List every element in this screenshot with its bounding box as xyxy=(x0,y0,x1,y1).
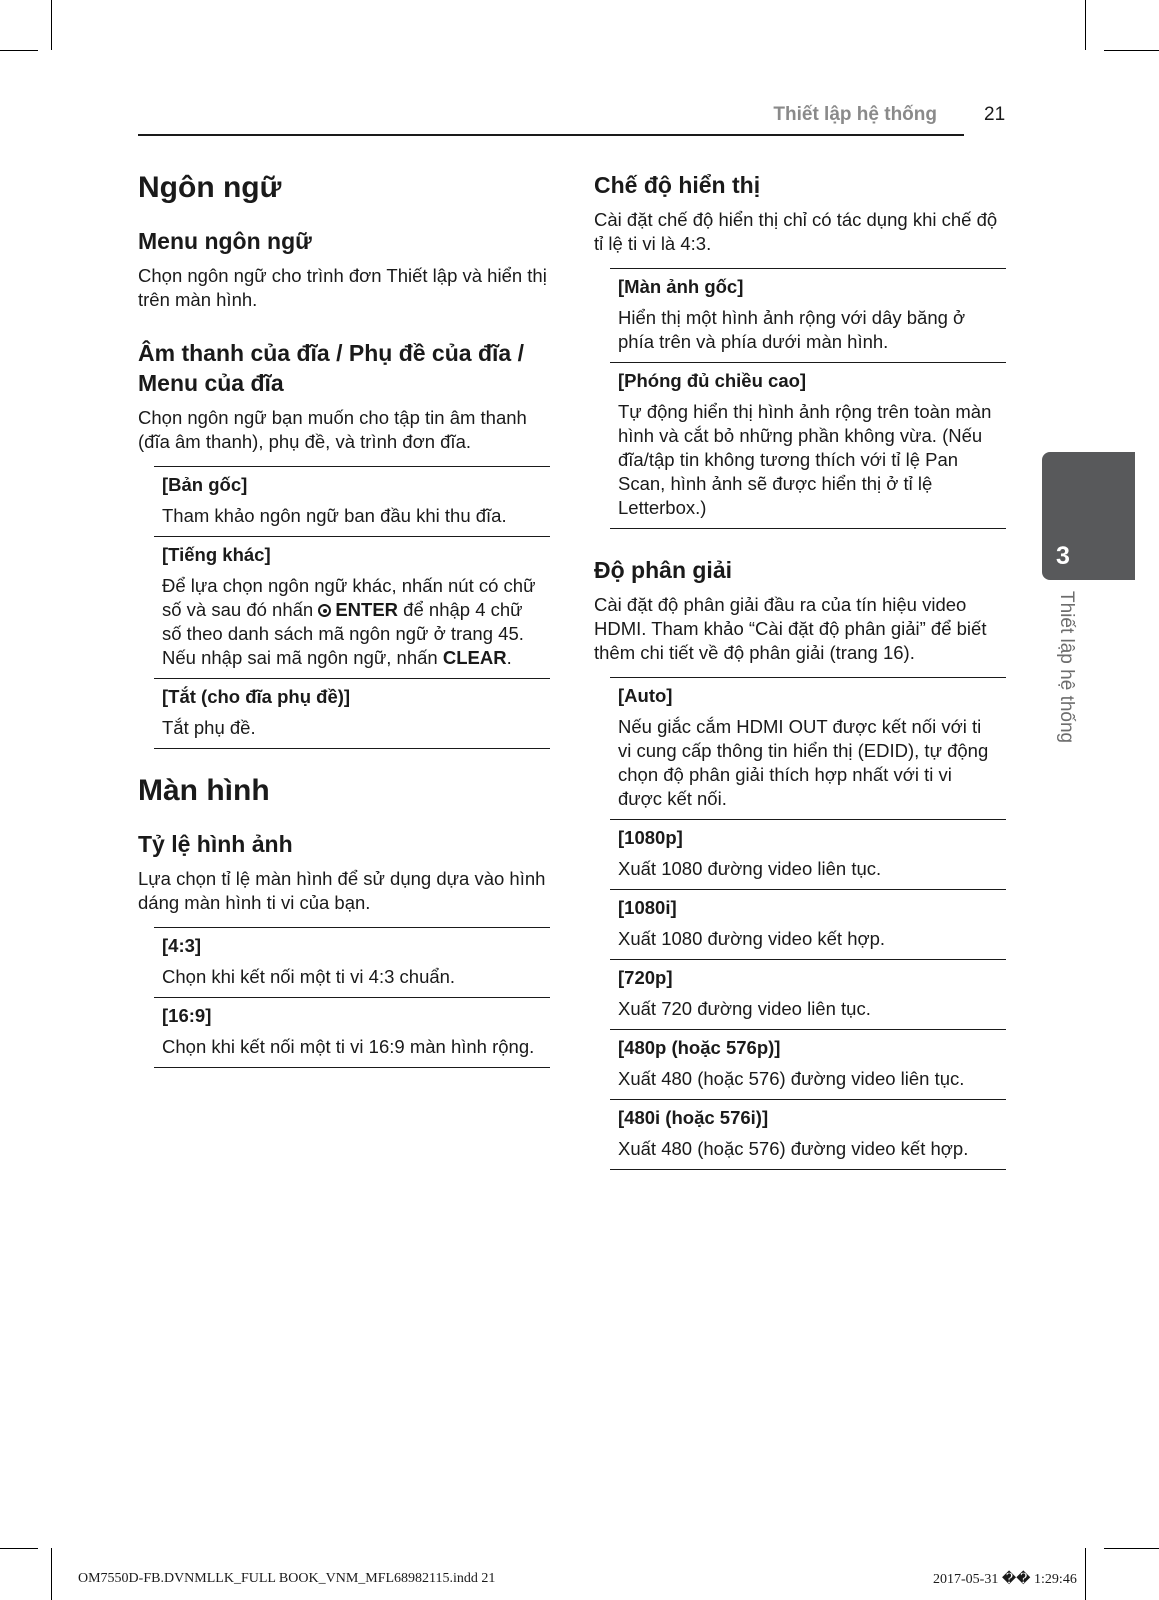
right-column xyxy=(594,170,1006,1170)
section-title-screen: Màn hình xyxy=(138,774,270,807)
resolution-title: Độ phân giải xyxy=(594,557,732,583)
print-slug-timestamp: 2017-05-31 �� 1:29:46 xyxy=(933,1572,1077,1587)
option-label: [480p (hoặc 576p)] xyxy=(618,1037,781,1058)
option-row xyxy=(610,678,1006,820)
option-label: [Bản gốc] xyxy=(162,474,248,495)
option-desc: Xuất 1080 đường video liên tục. xyxy=(618,858,882,879)
disc-language-options xyxy=(154,466,550,749)
option-label: [1080p] xyxy=(618,827,683,848)
option-row xyxy=(610,269,1006,363)
option-label: [Auto] xyxy=(618,685,673,706)
crop-mark xyxy=(0,50,38,51)
print-slug-file: OM7550D-FB.DVNMLLK_FULL BOOK_VNM_MFL68982115.indd 21 xyxy=(78,1571,496,1586)
running-header-title: Thiết lập hệ thống xyxy=(773,104,937,125)
display-mode-options xyxy=(610,268,1006,529)
clear-key-label: CLEAR xyxy=(442,647,507,668)
option-row xyxy=(610,960,1006,1030)
menu-language-desc: Chọn ngôn ngữ cho trình đơn Thiết lập và hiển thị trên màn hình. xyxy=(138,265,547,310)
option-desc-part: Để lựa chọn ngôn ngữ khác, nhấn nút có chữ số và sau đó nhấn xyxy=(162,575,536,620)
crop-mark xyxy=(0,1548,38,1549)
display-mode-title: Chế độ hiển thị xyxy=(594,172,761,198)
crop-mark xyxy=(1085,1548,1086,1600)
aspect-ratio-desc: Lựa chọn tỉ lệ màn hình để sử dụng dựa vào hình dáng màn hình ti vi của bạn. xyxy=(138,868,546,913)
option-row xyxy=(154,537,550,679)
option-label: [480i (hoặc 576i)] xyxy=(618,1107,769,1128)
aspect-ratio-title: Tỷ lệ hình ảnh xyxy=(138,831,293,857)
option-label: [4:3] xyxy=(162,935,202,956)
option-label: [Phóng đủ chiều cao] xyxy=(618,370,807,391)
option-row xyxy=(610,1030,1006,1100)
option-row xyxy=(154,467,550,537)
option-label: [Tắt (cho đĩa phụ đề)] xyxy=(162,686,351,707)
aspect-ratio-options xyxy=(154,927,550,1068)
crop-mark xyxy=(1104,50,1159,51)
option-desc: Chọn khi kết nối một ti vi 16:9 màn hình rộng. xyxy=(162,1036,535,1057)
option-desc: Xuất 720 đường video liên tục. xyxy=(618,998,871,1019)
option-label: [16:9] xyxy=(162,1005,212,1026)
crop-mark xyxy=(1085,0,1086,50)
option-desc-part: . xyxy=(506,647,512,668)
crop-mark xyxy=(51,1548,52,1600)
disc-language-desc: Chọn ngôn ngữ bạn muốn cho tập tin âm thanh (đĩa âm thanh), phụ đề, và trình đơn đĩa. xyxy=(138,407,527,452)
option-desc: Tự động hiển thị hình ảnh rộng trên toàn màn hình và cắt bỏ những phần không vừa. (Nếu đĩa/tập tin không tương thích với tỉ lệ Pan Scan, hình ảnh sẽ được hiển thị ở tỉ lệ Letterbox.) xyxy=(618,401,992,518)
left-column xyxy=(138,170,550,1068)
enter-icon xyxy=(318,604,331,617)
enter-key-label: ENTER xyxy=(335,599,399,620)
option-row xyxy=(610,1100,1006,1170)
option-desc xyxy=(162,574,542,670)
display-mode-desc: Cài đặt chế độ hiển thị chỉ có tác dụng khi chế độ tỉ lệ ti vi là 4:3. xyxy=(594,209,998,254)
option-row xyxy=(610,890,1006,960)
section-title-language: Ngôn ngữ xyxy=(138,171,282,204)
crop-mark xyxy=(51,0,52,50)
option-desc: Tắt phụ đề. xyxy=(162,717,256,738)
option-desc-part: để nhập 4 chữ số theo danh sách mã ngôn ngữ ở trang 45. Nếu nhập sai mã ngôn ngữ, nhấn xyxy=(162,599,524,668)
chapter-number: 3 xyxy=(1056,542,1070,570)
option-row xyxy=(154,928,550,998)
option-desc: Nếu giắc cắm HDMI OUT được kết nối với ti vi cung cấp thông tin hiển thị (EDID), tự động chọn độ phân giải thích hợp nhất với ti vi được kết nối. xyxy=(618,716,989,809)
option-row xyxy=(154,998,550,1068)
option-label: [1080i] xyxy=(618,897,677,918)
chapter-label: Thiết lập hệ thống xyxy=(1056,591,1077,744)
resolution-options xyxy=(610,677,1006,1170)
option-label: [Tiếng khác] xyxy=(162,544,271,565)
option-desc: Xuất 480 (hoặc 576) đường video liên tục. xyxy=(618,1068,965,1089)
header-rule xyxy=(138,134,964,136)
option-desc: Hiển thị một hình ảnh rộng với dây băng ở phía trên và phía dưới màn hình. xyxy=(618,307,966,352)
option-row xyxy=(610,363,1006,529)
option-desc: Tham khảo ngôn ngữ ban đầu khi thu đĩa. xyxy=(162,505,507,526)
option-label: [Màn ảnh gốc] xyxy=(618,276,744,297)
option-desc: Xuất 1080 đường video kết hợp. xyxy=(618,928,886,949)
resolution-desc: Cài đặt độ phân giải đầu ra của tín hiệu video HDMI. Tham khảo “Cài đặt độ phân giải” để biết thêm chi tiết về độ phân giải (trang 16). xyxy=(594,594,987,663)
crop-mark xyxy=(1104,1548,1159,1549)
option-row xyxy=(610,820,1006,890)
page-number: 21 xyxy=(984,104,1006,125)
option-desc: Chọn khi kết nối một ti vi 4:3 chuẩn. xyxy=(162,966,456,987)
option-desc: Xuất 480 (hoặc 576) đường video kết hợp. xyxy=(618,1138,969,1159)
option-row xyxy=(154,679,550,749)
option-label: [720p] xyxy=(618,967,673,988)
disc-language-title: Âm thanh của đĩa / Phụ đề của đĩa / Menu của đĩa xyxy=(138,340,524,396)
menu-language-title: Menu ngôn ngữ xyxy=(138,228,312,254)
